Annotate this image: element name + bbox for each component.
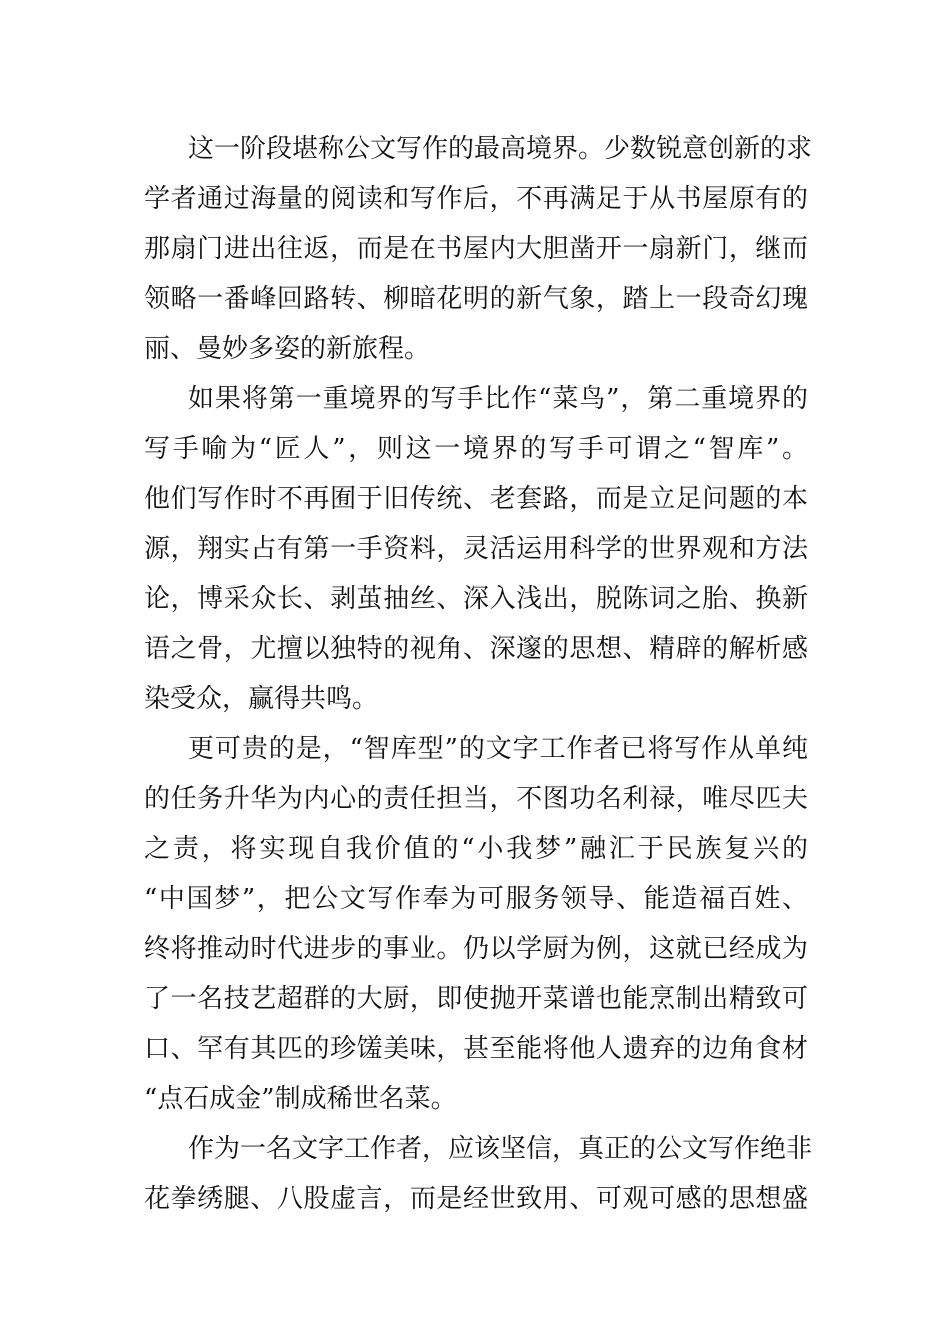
paragraph-2-line-4: 源，翔实占有第一手资料，灵活运用科学的世界观和方法 (144, 534, 808, 564)
paragraph-2-line-2: 写手喻为“匠人”，则这一境界的写手可谓之“智库”。 (144, 434, 808, 464)
paragraph-2-line-7: 染受众，赢得共鸣。 (144, 684, 379, 714)
paragraph-2-line-5: 论，博采众长、剥茧抽丝、深入浅出，脱陈词之胎、换新 (144, 584, 808, 614)
paragraph-1-line-1: 这一阶段堪称公文写作的最高境界。少数锐意创新的求 (188, 134, 813, 164)
paragraph-3-line-3: 之责，将实现自我价值的“小我梦”融汇于民族复兴的 (144, 834, 808, 864)
paragraph-4-line-2: 花拳绣腿、八股虚言，而是经世致用、可观可感的思想盛 (144, 1184, 808, 1214)
paragraph-3-line-2: 的任务升华为内心的责任担当，不图功名利禄，唯尽匹夫 (144, 784, 808, 814)
paragraph-3-line-5: 终将推动时代进步的事业。仍以学厨为例，这就已经成为 (144, 934, 808, 964)
paragraph-1-line-4: 领略一番峰回路转、柳暗花明的新气象，踏上一段奇幻瑰 (144, 284, 808, 314)
paragraph-3-line-1: 更可贵的是，“智库型”的文字工作者已将写作从单纯 (188, 734, 808, 764)
paragraph-2-line-3: 他们写作时不再囿于旧传统、老套路，而是立足问题的本 (144, 484, 808, 514)
paragraph-2-line-6: 语之骨，尤擅以独特的视角、深邃的思想、精辟的解析感 (144, 634, 808, 664)
paragraph-1-line-5: 丽、曼妙多姿的新旅程。 (144, 334, 431, 364)
paragraph-1-line-2: 学者通过海量的阅读和写作后，不再满足于从书屋原有的 (144, 184, 808, 214)
paragraph-3-line-7: 口、罕有其匹的珍馐美味，甚至能将他人遗弃的边角食材 (144, 1034, 808, 1064)
paragraph-2-line-1: 如果将第一重境界的写手比作“菜鸟”，第二重境界的 (188, 384, 808, 414)
paragraph-3-line-4: “中国梦”，把公文写作奉为可服务领导、能造福百姓、 (144, 884, 808, 914)
paragraph-1-line-3: 那扇门进出往返，而是在书屋内大胆凿开一扇新门，继而 (144, 234, 808, 264)
paragraph-4-line-1: 作为一名文字工作者，应该坚信，真正的公文写作绝非 (188, 1134, 813, 1164)
body-text (144, 124, 813, 1224)
paragraph-3-line-6: 了一名技艺超群的大厨，即使抛开菜谱也能烹制出精致可 (144, 984, 808, 1014)
paragraph-3-line-8: “点石成金”制成稀世名菜。 (144, 1084, 457, 1114)
